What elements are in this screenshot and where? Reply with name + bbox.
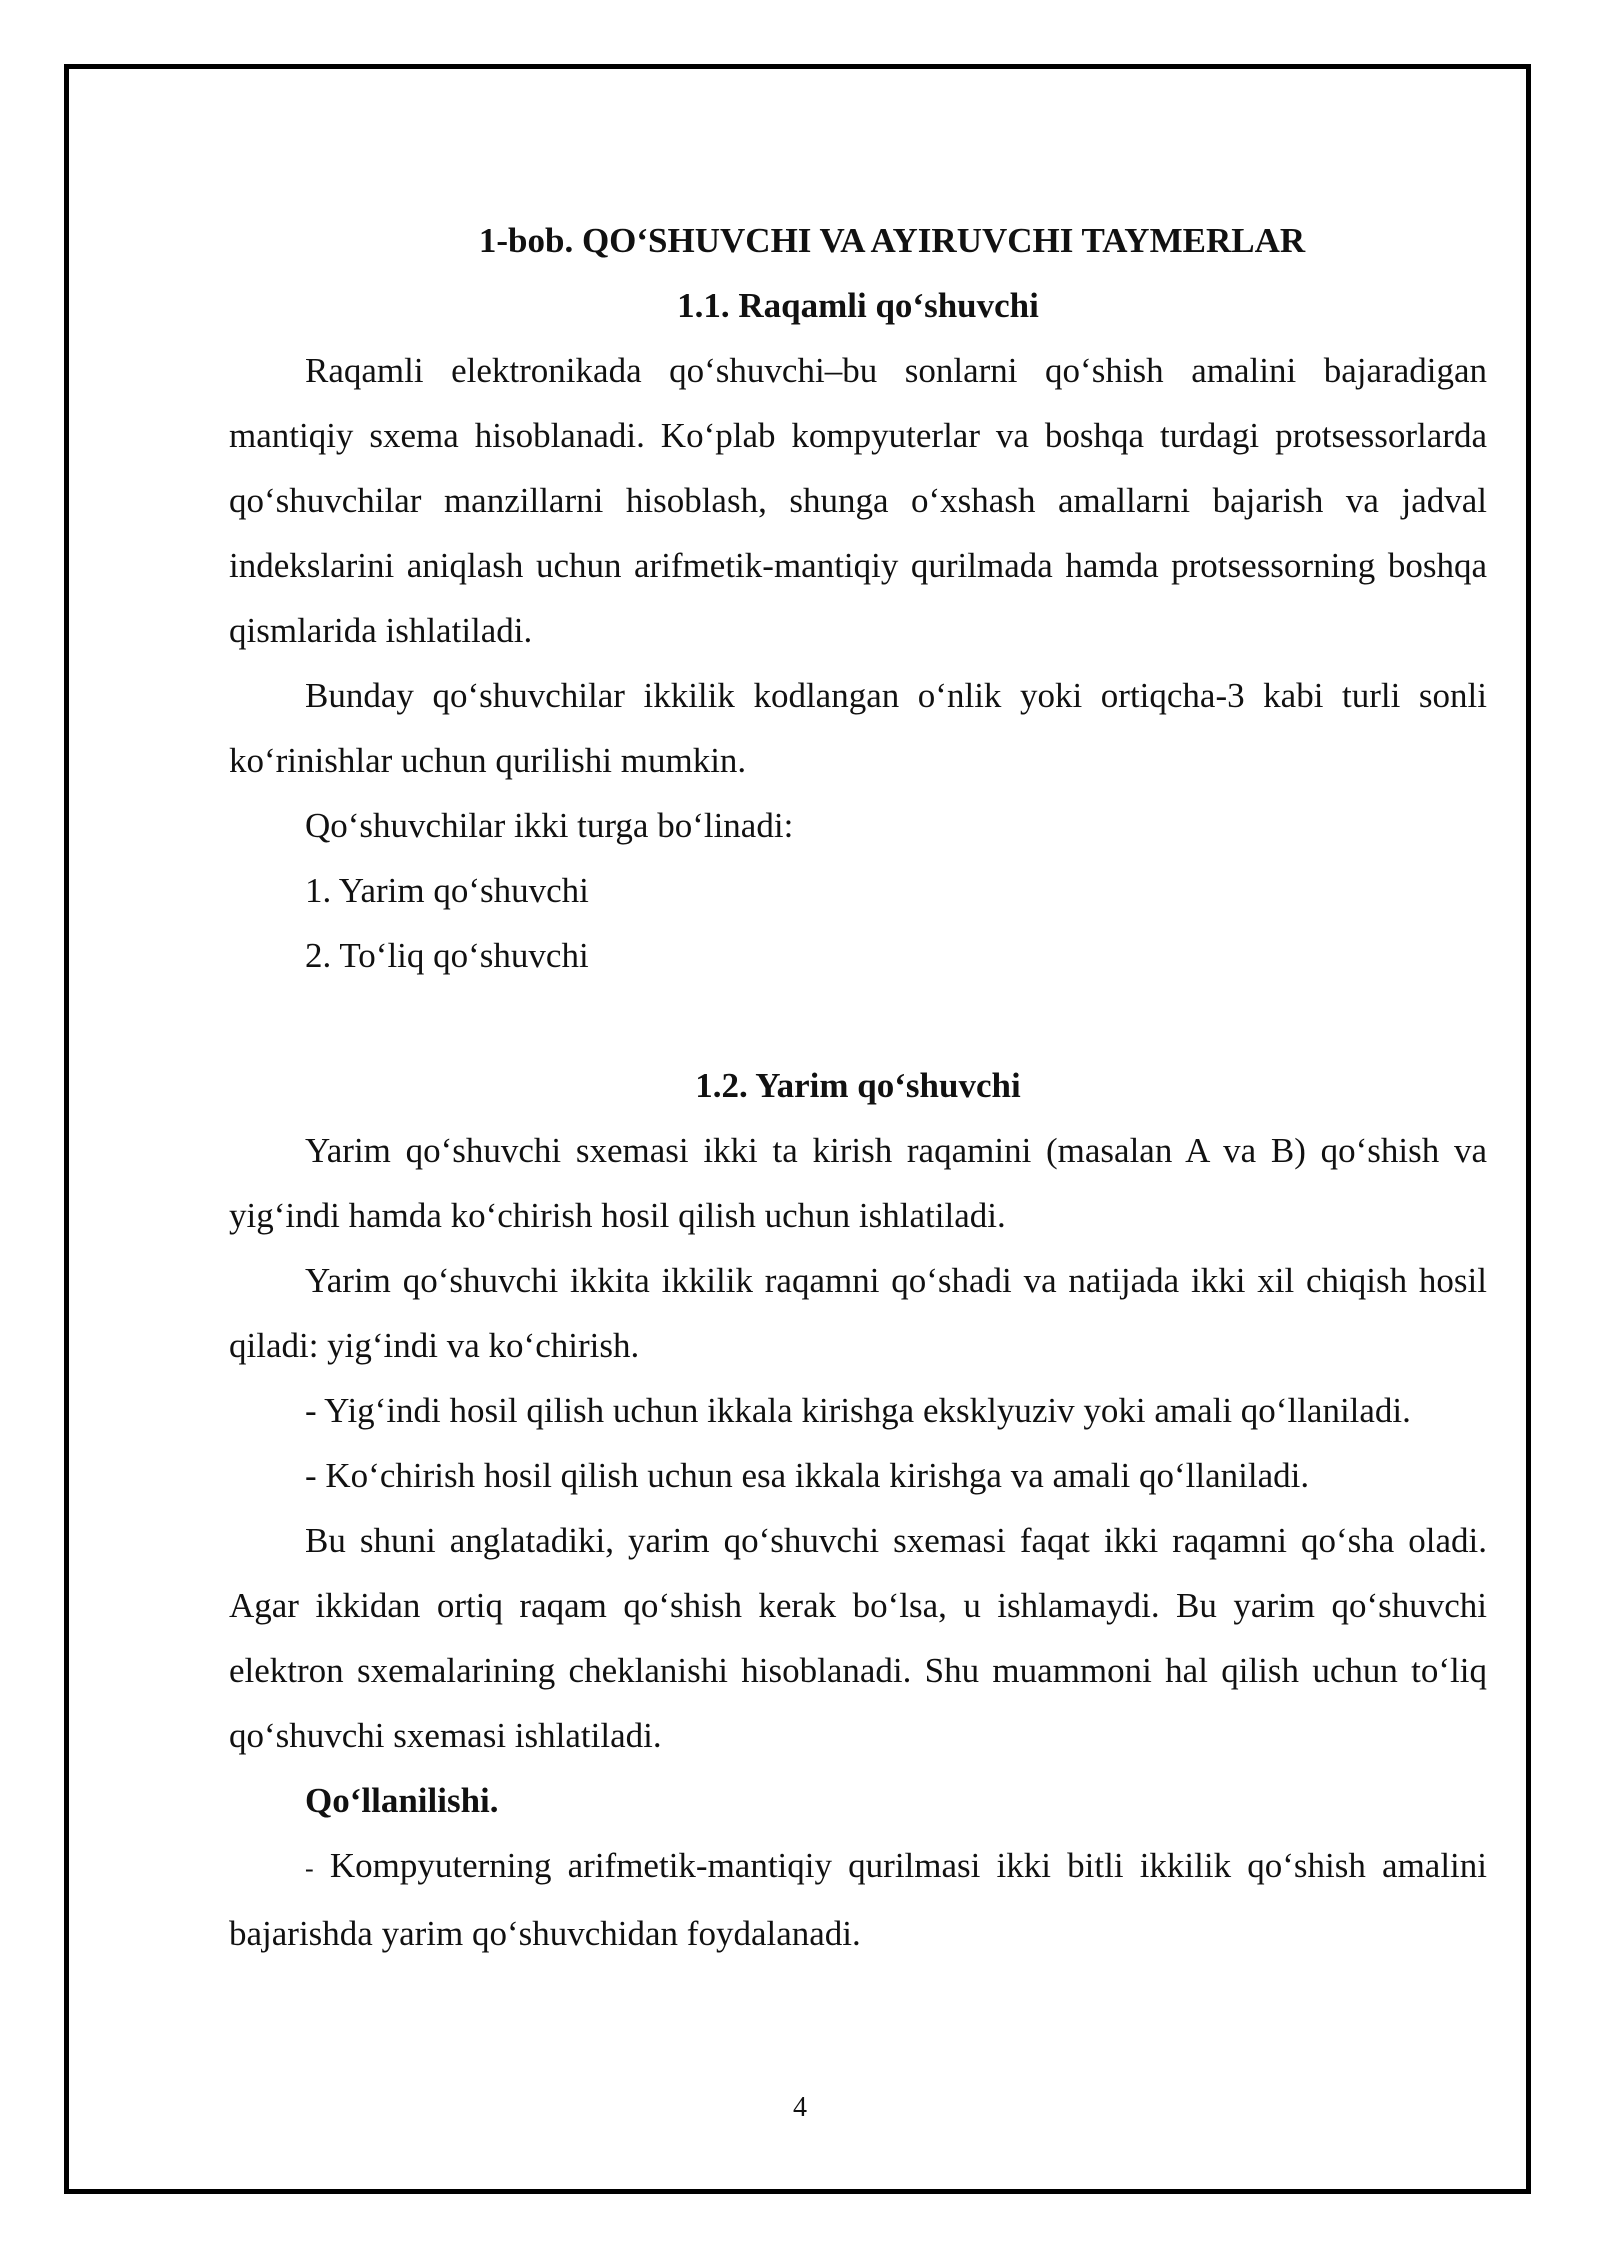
- paragraph: Yarim qo‘shuvchi ikkita ikkilik raqamni qo‘shadi va natijada ikki xil chiqish hosil qiladi: yig‘indi va ko‘chirish.: [229, 1261, 1487, 1365]
- chapter-title: 1-bob. QO‘SHUVCHI VA AYIRUVCHI TAYMERLAR: [478, 221, 1306, 260]
- bullet-text: Ko‘chirish hosil qilish uchun esa ikkala kirishga va amali qo‘llaniladi.: [325, 1456, 1310, 1495]
- section-title-1-1: 1.1. Raqamli qo‘shuvchi: [677, 286, 1039, 325]
- bullet-dash: -: [305, 1391, 317, 1430]
- bullet-text: Yig‘indi hosil qilish uchun ikkala kirishga eksklyuziv yoki amali qo‘llaniladi.: [324, 1391, 1411, 1430]
- list-item: 2. To‘liq qo‘shuvchi: [305, 936, 589, 975]
- paragraph: Yarim qo‘shuvchi sxemasi ikki ta kirish raqamini (masalan A va B) qo‘shish va yig‘indi hamda ko‘chirish hosil qilish uchun ishlatiladi.: [229, 1131, 1487, 1235]
- bullet-dash: -: [305, 1456, 317, 1495]
- bullet-dash: -: [305, 1854, 314, 1883]
- page-number: 4: [793, 2092, 807, 2123]
- paragraph: Raqamli elektronikada qo‘shuvchi–bu sonlarni qo‘shish amalini bajaradigan mantiqiy sxema hisoblanadi. Ko‘plab kompyuterlar va boshqa turdagi protsessorlarda qo‘shuvchilar manzillarni hisoblash, shunga o‘xshash amallarni bajarish va jadval indekslarini aniqlash uchun arifmetik-mantiqiy qurilmada hamda protsessorning boshqa qismlarida ishlatiladi.: [229, 351, 1487, 650]
- document-body: [229, 208, 1487, 1966]
- bullet-item: [229, 1443, 1487, 1508]
- application-heading: Qo‘llanilishi.: [305, 1781, 499, 1820]
- blank-line: [229, 988, 1487, 1053]
- paragraph: Qo‘shuvchilar ikki turga bo‘linadi:: [305, 806, 794, 845]
- paragraph: Bunday qo‘shuvchilar ikkilik kodlangan o‘nlik yoki ortiqcha-3 kabi turli sonli ko‘rinishlar uchun qurilishi mumkin.: [229, 676, 1487, 780]
- bullet-item: [229, 1378, 1487, 1443]
- section-title-1-2: 1.2. Yarim qo‘shuvchi: [695, 1066, 1021, 1105]
- bullet-item: [229, 1833, 1487, 1966]
- list-item: 1. Yarim qo‘shuvchi: [305, 871, 589, 910]
- paragraph: Bu shuni anglatadiki, yarim qo‘shuvchi sxemasi faqat ikki raqamni qo‘sha oladi. Agar ikkidan ortiq raqam qo‘shish kerak bo‘lsa, u ishlamaydi. Bu yarim qo‘shuvchi elektron sxemalarining cheklanishi hisoblanadi. Shu muammoni hal qilish uchun to‘liq qo‘shuvchi sxemasi ishlatiladi.: [229, 1521, 1487, 1755]
- bullet-text: Kompyuterning arifmetik-mantiqiy qurilmasi ikki bitli ikkilik qo‘shish amalini bajarishda yarim qo‘shuvchidan foydalanadi.: [229, 1846, 1488, 1953]
